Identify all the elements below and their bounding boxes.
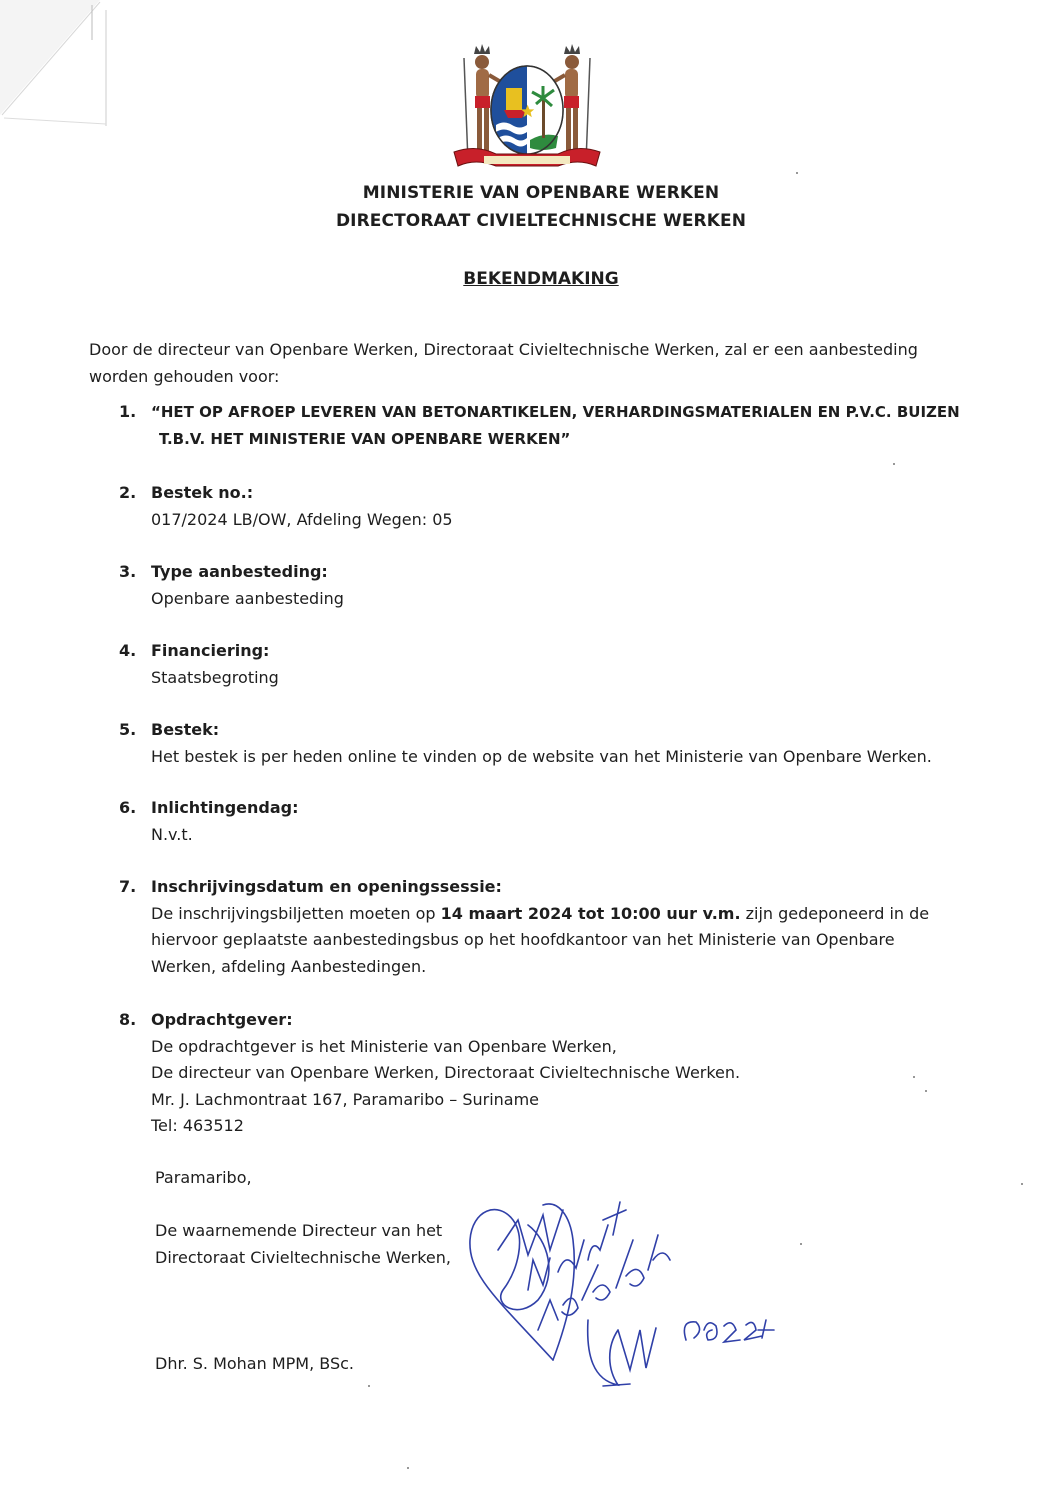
item-number: 4. bbox=[119, 641, 137, 660]
signatory-name: Dhr. S. Mohan MPM, BSc. bbox=[155, 1354, 354, 1373]
item-label: Opdrachtgever: bbox=[151, 1010, 293, 1029]
tender-subject-line: T.B.V. HET MINISTERIE VAN OPENBARE WERKEN” bbox=[159, 429, 571, 448]
scan-speck bbox=[800, 1243, 802, 1245]
coat-of-arms-icon bbox=[446, 40, 608, 175]
item-value: Staatsbegroting bbox=[151, 667, 279, 687]
scan-speck bbox=[1021, 1183, 1023, 1185]
deadline-text: 14 maart 2024 tot 10:00 uur v.m. bbox=[440, 903, 741, 923]
item-value-line: De directeur van Openbare Werken, Directoraat Civieltechnische Werken. bbox=[151, 1063, 741, 1082]
item-label: Bestek: bbox=[151, 720, 220, 739]
ministry-heading: MINISTERIE VAN OPENBARE WERKEN bbox=[362, 183, 720, 203]
item-value: Het bestek is per heden online te vinden op de website van het Ministerie van Openbare Werken. bbox=[151, 746, 932, 766]
item-value-line: Tel: 463512 bbox=[151, 1116, 244, 1135]
item-label: Bestek no.: bbox=[151, 483, 254, 502]
item-label: Inlichtingendag: bbox=[151, 798, 299, 817]
signatory-role-line: De waarnemende Directeur van het bbox=[155, 1221, 443, 1240]
directorate-heading: DIRECTORAAT CIVIELTECHNISCHE WERKEN bbox=[335, 211, 747, 231]
item-value-line: Werken, afdeling Aanbestedingen. bbox=[151, 956, 427, 976]
item-number: 1. bbox=[119, 402, 137, 421]
intro-paragraph bbox=[89, 336, 969, 390]
scan-speck bbox=[913, 1076, 915, 1078]
scan-speck bbox=[407, 1467, 409, 1469]
scan-speck bbox=[925, 1090, 927, 1092]
item-value-line: Mr. J. Lachmontraat 167, Paramaribo – Suriname bbox=[151, 1089, 540, 1109]
page-title: BEKENDMAKING bbox=[463, 269, 619, 289]
item-text: De inschrijvingsbiljetten moeten op bbox=[151, 903, 441, 923]
item-value: 017/2024 LB/OW, Afdeling Wegen: 05 bbox=[151, 509, 453, 529]
signatory-role-line: Directoraat Civieltechnische Werken, bbox=[155, 1248, 451, 1267]
item-value-line: De opdrachtgever is het Ministerie van Openbare Werken, bbox=[151, 1036, 617, 1056]
item-number: 2. bbox=[119, 483, 137, 502]
item-label: Type aanbesteding: bbox=[151, 562, 328, 581]
item-value-line: hiervoor geplaatste aanbestedingsbus op het hoofdkantoor van het Ministerie van Openbare bbox=[151, 930, 895, 949]
item-number: 8. bbox=[119, 1010, 137, 1029]
folded-corner-icon bbox=[0, 0, 120, 130]
item-number: 3. bbox=[119, 562, 137, 581]
signatory-role bbox=[155, 1217, 451, 1271]
scan-speck bbox=[893, 463, 895, 465]
item-number: 7. bbox=[119, 877, 137, 896]
item-label: Inschrijvingsdatum en openingssessie: bbox=[151, 877, 502, 896]
intro-line: worden gehouden voor: bbox=[89, 367, 280, 386]
item-text: zijn gedeponeerd in de bbox=[740, 903, 930, 923]
item-number: 5. bbox=[119, 720, 137, 739]
item-value-line bbox=[151, 901, 971, 928]
item-value: Openbare aanbesteding bbox=[151, 588, 344, 608]
item-value: N.v.t. bbox=[151, 824, 193, 844]
scan-speck bbox=[796, 172, 798, 174]
closing-place: Paramaribo, bbox=[155, 1168, 252, 1187]
signature-icon bbox=[458, 1180, 788, 1400]
tender-subject-line: “HET OP AFROEP LEVEREN VAN BETONARTIKELEN, VERHARDINGSMATERIALEN EN P.V.C. BUIZEN bbox=[151, 403, 960, 421]
item-label: Financiering: bbox=[151, 641, 270, 660]
item-number: 6. bbox=[119, 798, 137, 817]
intro-line: Door de directeur van Openbare Werken, Directoraat Civieltechnische Werken, zal er een aanbesteding bbox=[89, 340, 918, 359]
scan-speck bbox=[368, 1385, 370, 1387]
